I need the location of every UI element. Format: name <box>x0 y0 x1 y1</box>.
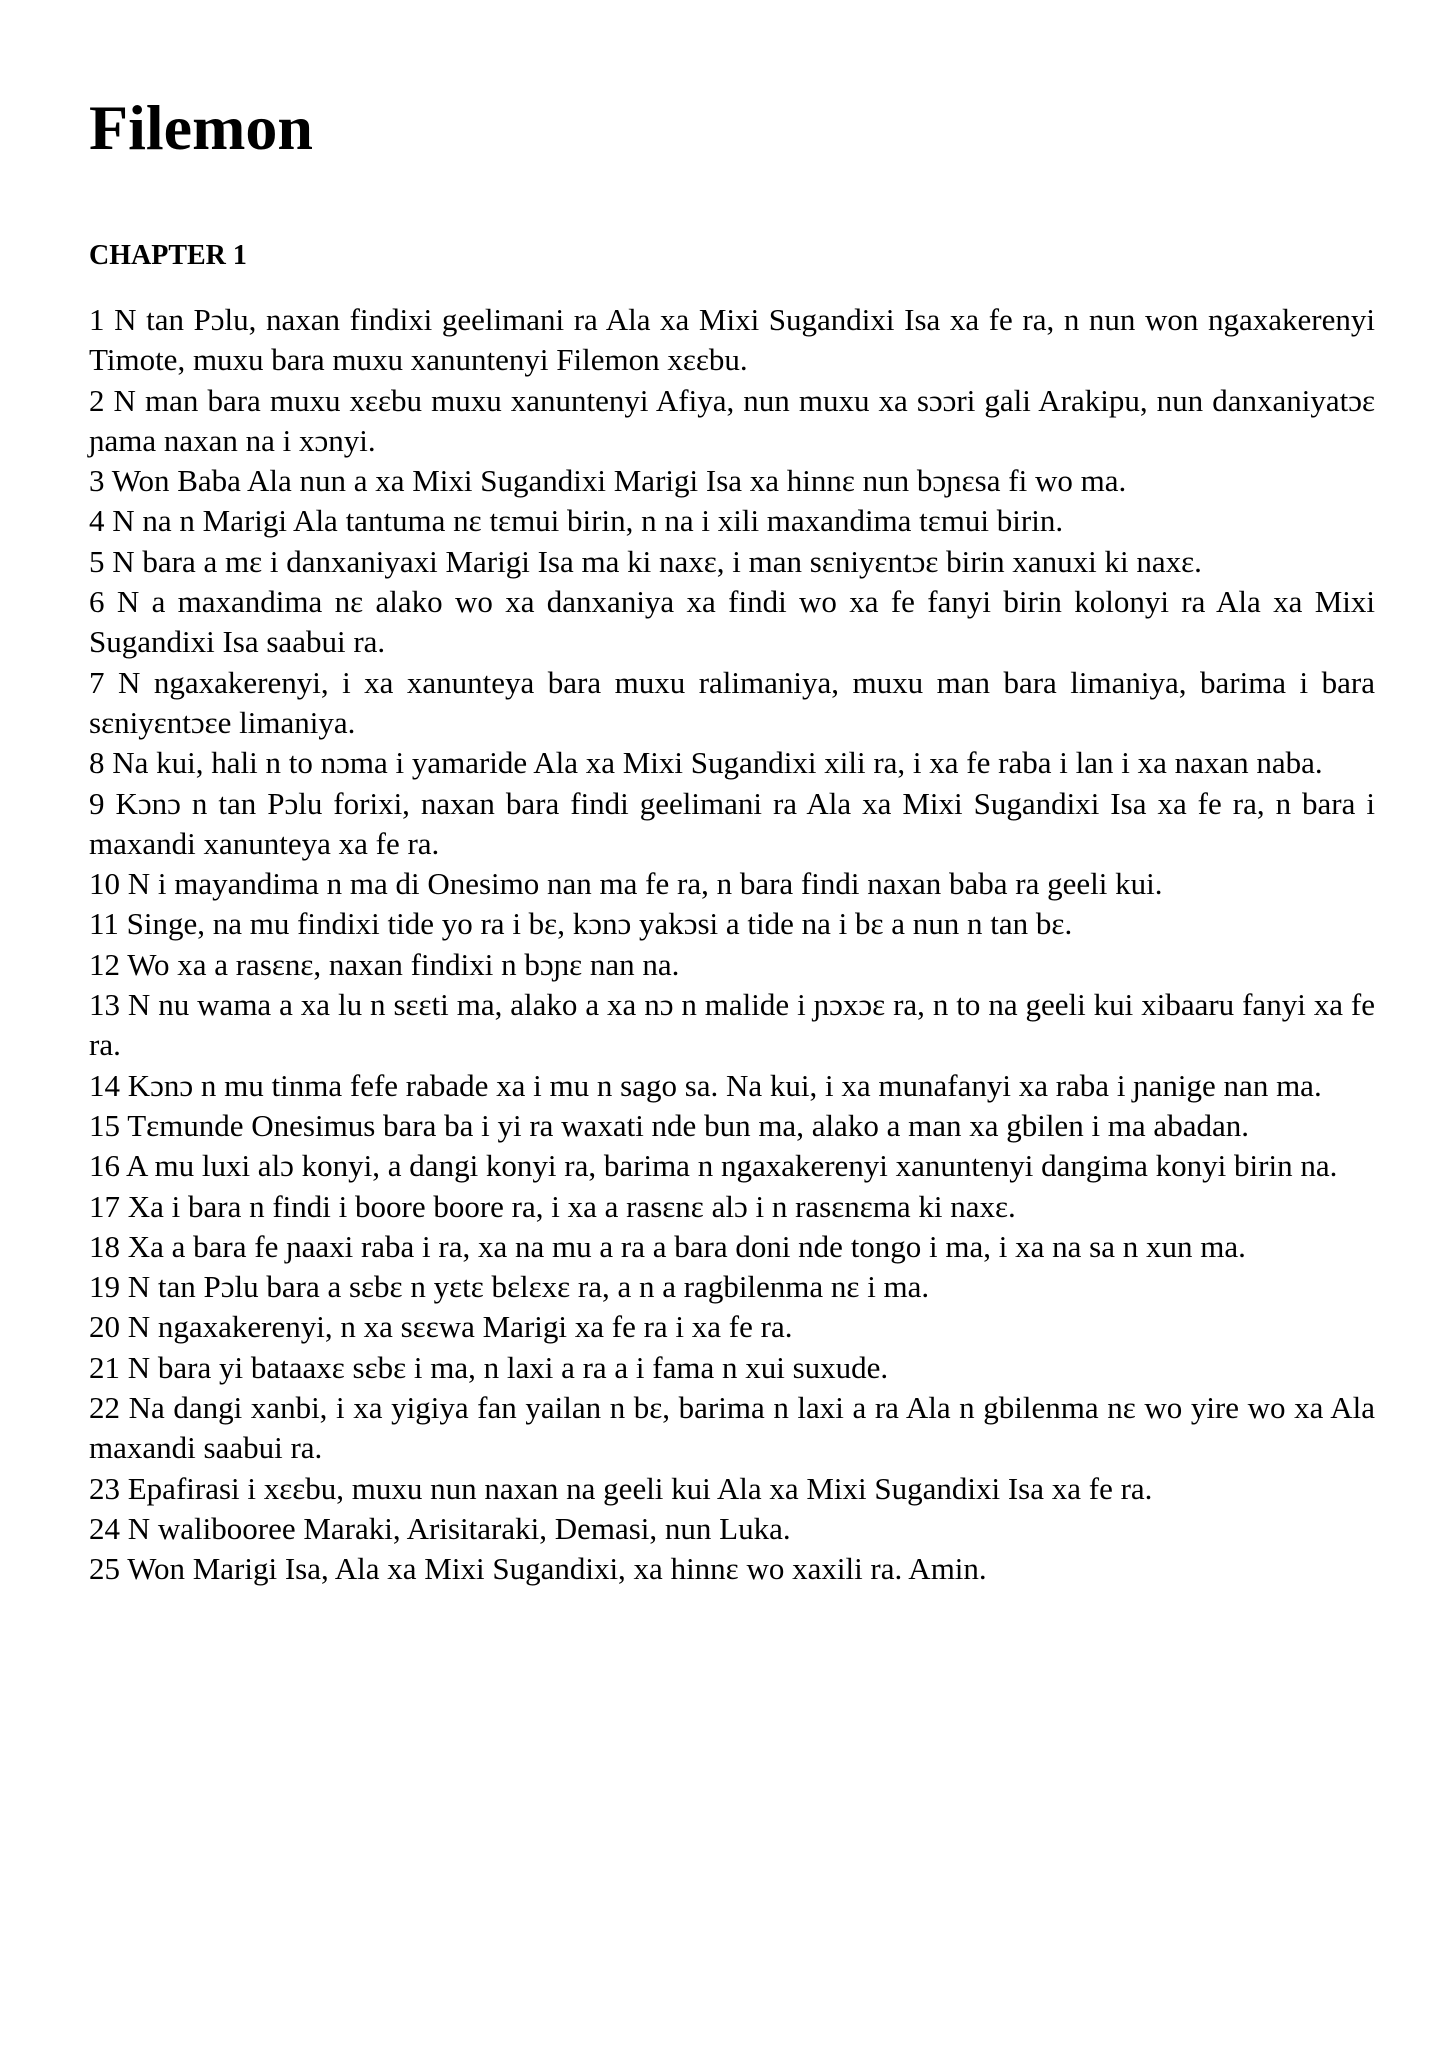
verse-6: 6 N a maxandima nɛ alako wo xa danxaniya xa findi wo xa fe fanyi birin kolonyi ra Ala xa Mixi Sugandixi Isa saabui ra. <box>89 584 1375 660</box>
book-title: Filemon <box>89 92 313 163</box>
verse-10: 10 N i mayandima n ma di Onesimo nan ma fe ra, n bara findi naxan baba ra geeli kui. <box>89 866 1163 902</box>
verse-1: 1 N tan Pɔlu, naxan findixi geelimani ra Ala xa Mixi Sugandixi Isa xa fe ra, n nun won ngaxakerenyi Timote, muxu bara muxu xanuntenyi Filemon xɛɛbu. <box>89 302 1375 378</box>
verse-19: 19 N tan Pɔlu bara a sɛbɛ n yɛtɛ bɛlɛxɛ ra, a n a ragbilenma nɛ i ma. <box>89 1269 930 1305</box>
verse-25: 25 Won Marigi Isa, Ala xa Mixi Sugandixi, xa hinnɛ wo xaxili ra. Amin. <box>89 1551 987 1587</box>
verse-5: 5 N bara a mɛ i danxaniyaxi Marigi Isa ma ki naxɛ, i man sɛniyɛntɔɛ birin xanuxi ki naxɛ. <box>89 543 1202 579</box>
verse-24: 24 N walibooree Maraki, Arisitaraki, Demasi, nun Luka. <box>89 1510 791 1546</box>
verse-18: 18 Xa a bara fe ɲaaxi raba i ra, xa na mu a ra a bara doni nde tongo i ma, i xa na sa n xun ma. <box>89 1228 1246 1264</box>
verse-17: 17 Xa i bara n findi i boore boore ra, i xa a rasɛnɛ alɔ i n rasɛnɛma ki naxɛ. <box>89 1188 1016 1224</box>
verse-21: 21 N bara yi bataaxɛ sɛbɛ i ma, n laxi a ra a i fama n xui suxude. <box>89 1349 889 1385</box>
verse-23: 23 Epafirasi i xɛɛbu, muxu nun naxan na geeli kui Ala xa Mixi Sugandixi Isa xa fe ra. <box>89 1470 1153 1506</box>
chapter-heading: CHAPTER 1 <box>89 240 247 271</box>
verse-13: 13 N nu wama a xa lu n sɛɛti ma, alako a xa nɔ n malide i ɲɔxɔɛ ra, n to na geeli kui xibaaru fanyi xa fe ra. <box>89 987 1375 1063</box>
verse-11: 11 Singe, na mu findixi tide yo ra i bɛ, kɔnɔ yakɔsi a tide na i bɛ a nun n tan bɛ. <box>89 906 1073 942</box>
verse-15: 15 Tɛmunde Onesimus bara ba i yi ra waxati nde bun ma, alako a man xa gbilen i ma abadan. <box>89 1107 1249 1143</box>
verse-list <box>89 300 1375 1590</box>
verse-20: 20 N ngaxakerenyi, n xa sɛɛwa Marigi xa fe ra i xa fe ra. <box>89 1309 793 1345</box>
verse-14: 14 Kɔnɔ n mu tinma fefe rabade xa i mu n sago sa. Na kui, i xa munafanyi xa raba i ɲanige nan ma. <box>89 1067 1322 1103</box>
verse-2: 2 N man bara muxu xɛɛbu muxu xanuntenyi Afiya, nun muxu xa sɔɔri gali Arakipu, nun danxaniyatɔɛ ɲama naxan na i xɔnyi. <box>89 382 1375 458</box>
verse-8: 8 Na kui, hali n to nɔma i yamaride Ala xa Mixi Sugandixi xili ra, i xa fe raba i lan i xa naxan naba. <box>89 745 1323 781</box>
verse-9: 9 Kɔnɔ n tan Pɔlu forixi, naxan bara findi geelimani ra Ala xa Mixi Sugandixi Isa xa fe ra, n bara i maxandi xanunteya xa fe ra. <box>89 785 1375 861</box>
verse-12: 12 Wo xa a rasɛnɛ, naxan findixi n bɔɲɛ nan na. <box>89 946 680 982</box>
verse-16: 16 A mu luxi alɔ konyi, a dangi konyi ra, barima n ngaxakerenyi xanuntenyi dangima konyi birin na. <box>89 1148 1338 1184</box>
verse-7: 7 N ngaxakerenyi, i xa xanunteya bara muxu ralimaniya, muxu man bara limaniya, barima i bara sɛniyɛntɔɛe limaniya. <box>89 664 1375 740</box>
verse-3: 3 Won Baba Ala nun a xa Mixi Sugandixi Marigi Isa xa hinnɛ nun bɔɲɛsa fi wo ma. <box>89 463 1127 499</box>
verse-4: 4 N na n Marigi Ala tantuma nɛ tɛmui birin, n na i xili maxandima tɛmui birin. <box>89 503 1064 539</box>
verse-22: 22 Na dangi xanbi, i xa yigiya fan yailan n bɛ, barima n laxi a ra Ala n gbilenma nɛ wo yire wo xa Ala maxandi saabui ra. <box>89 1390 1375 1466</box>
